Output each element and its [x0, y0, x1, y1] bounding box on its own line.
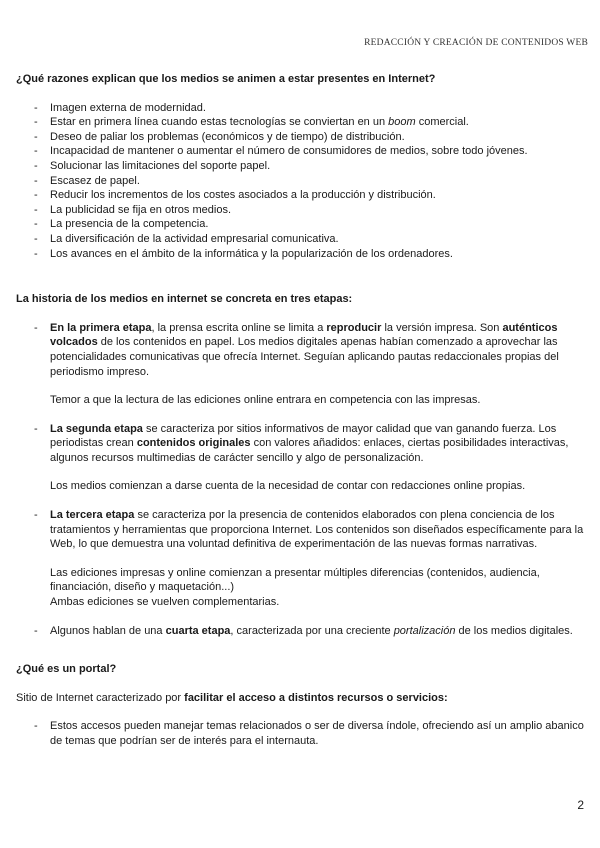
list-item: - La publicidad se fija en otros medios. [16, 203, 584, 218]
stage-paragraph: - La segunda etapa se caracteriza por sitios informativos de mayor calidad que van ganando fuerza. Los periodistas crean contenidos originales con valores añadidos: enlaces, ciertas posibilidades interactivas, algunos recursos multimedias de carácter sencillo y algo de personalización. [50, 422, 569, 464]
stage-paragraph: - La tercera etapa se caracteriza por la presencia de contenidos elaborados con plena conciencia de los tratamientos y herramientas que proporciona Internet. Los contenidos son diseñados específicamente para la Web, lo que demuestra una voluntad definitiva de experimentación de las nuevas formas narrativas. [50, 509, 584, 551]
list-item: - Imagen externa de modernidad. [16, 101, 584, 116]
list-item: - Estar en primera línea cuando estas tecnologías se conviertan en un boom comercial. [16, 115, 584, 130]
section-heading-reasons: ¿Qué razones explican que los medios se animen a estar presentes en Internet? [16, 73, 436, 85]
list-item: - Incapacidad de mantener o aumentar el número de consumidores de medios, sobre todo jóvenes. [16, 144, 584, 159]
stage-paragraph: - Algunos hablan de una cuarta etapa, caracterizada por una creciente portalización de los medios digitales. [50, 624, 573, 637]
stage-note: Los medios comienzan a darse cuenta de la necesidad de contar con redacciones online propias. [50, 480, 526, 493]
section-heading-portal: ¿Qué es un portal? [16, 663, 117, 676]
list-item: - Reducir los incrementos de los costes asociados a la producción y distribución. [16, 188, 584, 203]
stage-note: Las ediciones impresas y online comienzan a presentar múltiples diferencias (contenidos, audiencia, financiación, diseño y maquetación...) [50, 566, 540, 594]
stage-note: Ambas ediciones se vuelven complementarias. [50, 596, 280, 609]
reasons-list [16, 101, 584, 262]
stages-list [16, 321, 584, 639]
document-body [16, 72, 584, 749]
stage-note: Temor a que la lectura de las ediciones online entrara en competencia con las impresas. [50, 394, 481, 407]
stage-item-first [16, 321, 584, 408]
portal-definition: Sitio de Internet caracterizado por facilitar el acceso a distintos recursos o servicios: [16, 691, 448, 704]
stage-item-third [16, 508, 584, 610]
page-number: 2 [577, 798, 584, 812]
list-item: - Solucionar las limitaciones del soporte papel. [16, 159, 584, 174]
list-item: - Deseo de paliar los problemas (económicos y de tiempo) de distribución. [16, 130, 584, 145]
section-heading-history: La historia de los medios en internet se concreta en tres etapas: [16, 293, 353, 306]
list-item: - Estos accesos pueden manejar temas relacionados o ser de diversa índole, ofreciendo así un amplio abanico de temas que podrían ser de interés para el internauta. [16, 719, 584, 748]
list-item: - Escasez de papel. [16, 174, 584, 189]
stage-item-second [16, 422, 584, 494]
list-item: - Los avances en el ámbito de la informática y la popularización de los ordenadores. [16, 247, 584, 262]
list-item: - La diversificación de la actividad empresarial comunicativa. [16, 232, 584, 247]
stage-paragraph: - En la primera etapa, la prensa escrita online se limita a reproducir la versión impresa. Son auténticos volcados de los contenidos en papel. Los medios digitales apenas habían comenzado a aprovechar las potencialidades comunicativas que ofrecía Internet. Seguían aplicando pautas redaccionales propias del periodismo impreso. [50, 321, 559, 378]
list-item: - La presencia de la competencia. [16, 217, 584, 232]
running-header: REDACCIÓN Y CREACIÓN DE CONTENIDOS WEB [364, 38, 588, 48]
stage-item-fourth [16, 624, 584, 639]
portal-list [16, 719, 584, 748]
